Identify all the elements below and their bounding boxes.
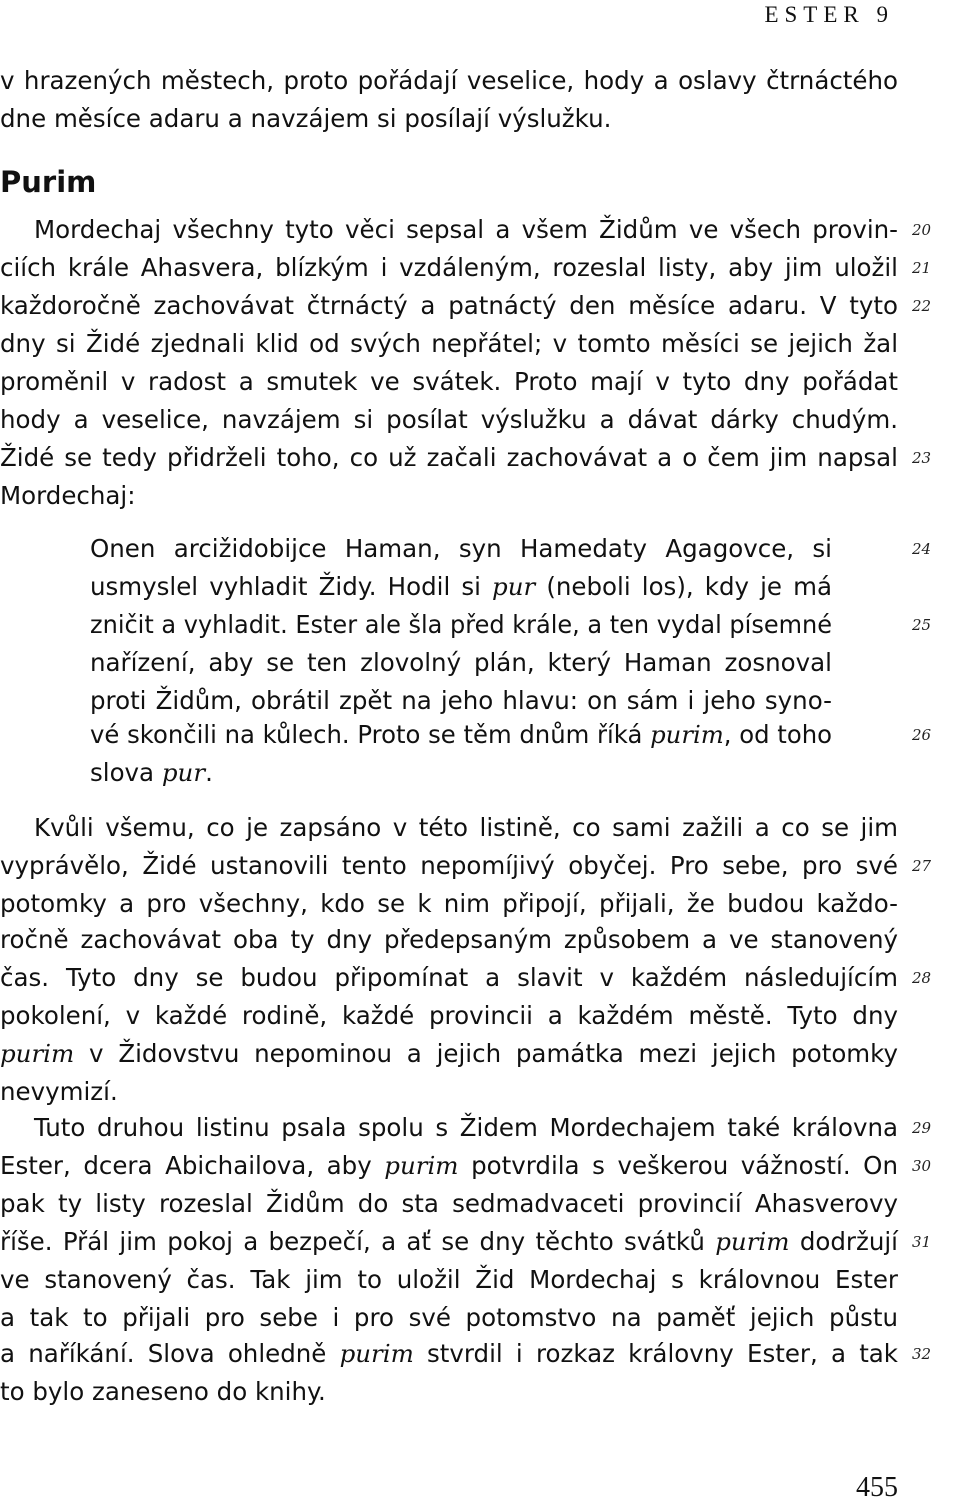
text-line: proměnil v radost a smutek ve svátek. Proto mají v tyto dny pořádat <box>0 367 898 396</box>
text-line: pak ty listy rozeslal Židům do sta sedmadvaceti provincií Ahasverovy <box>0 1189 898 1218</box>
text-line: a tak to přijali pro sebe i pro své potomstvo na paměť jejich půstu <box>0 1303 898 1332</box>
quote-line: vé skončili na kůlech. Proto se těm dnům říká purim, od toho <box>90 720 832 749</box>
text-line: Tuto druhou listinu psala spolu s Židem Mordechajem také královna <box>34 1113 898 1142</box>
quote-line: zničit a vyhladit. Ester ale šla před krále, a ten vydal písemné <box>90 610 832 639</box>
text-line: v hrazených městech, proto pořádají veselice, hody a oslavy čtrnáctého <box>0 66 898 95</box>
text-line: to bylo zaneseno do knihy. <box>0 1377 326 1406</box>
verse-number: 26 <box>912 726 932 744</box>
text-line: Mordechaj všechny tyto věci sepsal a všem Židům ve všech provin- <box>34 215 898 244</box>
verse-number: 22 <box>912 297 932 315</box>
text-line: pokolení, v každé rodině, každé provincii a každém městě. Tyto dny <box>0 1001 898 1030</box>
text-line: čas. Tyto dny se budou připomínat a slavit v každém následujícím <box>0 963 898 992</box>
text-line: Židé se tedy přidrželi toho, co už začali zachovávat a o čem jim napsal <box>0 443 898 472</box>
text-line: purim v Židovstvu nepominou a jejich památka mezi jejich potomky <box>0 1039 898 1068</box>
text-line: vyprávělo, Židé ustanovili tento nepomíjivý obyčej. Pro sebe, pro své <box>0 851 898 880</box>
italic-term: purim <box>715 1227 790 1256</box>
text-line: ciích krále Ahasvera, blízkým i vzdáleným, rozeslal listy, aby jim uložil <box>0 253 898 282</box>
italic-term: purim <box>650 720 724 749</box>
quote-line: Onen arcižidobijce Haman, syn Hamedaty Agagovce, si <box>90 534 832 563</box>
text-line: nevymizí. <box>0 1077 118 1106</box>
verse-number: 24 <box>912 540 932 558</box>
running-header: ESTER 9 <box>764 2 894 27</box>
verse-number: 30 <box>912 1157 932 1175</box>
text-line: ve stanovený čas. Tak jim to uložil Žid Mordechaj s královnou Ester <box>0 1265 898 1294</box>
text-line: hody a veselice, navzájem si posílat výslužku a dávat dárky chudým. <box>0 405 898 434</box>
verse-number: 23 <box>912 449 932 467</box>
italic-term: purim <box>0 1039 75 1068</box>
quote-line: slova pur. <box>90 758 213 787</box>
text-line: Kvůli všemu, co je zapsáno v této listině, co sami zažili a co se jim <box>34 813 898 842</box>
text-line: dne měsíce adaru a navzájem si posílají výslužku. <box>0 104 612 133</box>
verse-number: 28 <box>912 969 932 987</box>
verse-number: 20 <box>912 221 932 239</box>
italic-term: purim <box>384 1151 459 1180</box>
text-line: Ester, dcera Abichailova, aby purim potvrdila s veškerou vážností. On <box>0 1151 898 1180</box>
verse-number: 29 <box>912 1119 932 1137</box>
text-line: Mordechaj: <box>0 481 136 510</box>
text-line: říše. Přál jim pokoj a bezpečí, a ať se dny těchto svátků purim dodržují <box>0 1227 898 1256</box>
text-line: potomky a pro všechny, kdo se k nim připojí, přijali, že budou každo- <box>0 889 898 918</box>
quote-line: proti Židům, obrátil zpět na jeho hlavu: on sám i jeho syno- <box>90 686 832 715</box>
text-line: a naříkání. Slova ohledně purim stvrdil i rozkaz královny Ester, a tak <box>0 1339 898 1368</box>
text-line: každoročně zachovávat čtrnáctý a patnáctý den měsíce adaru. V tyto <box>0 291 898 320</box>
italic-term: pur <box>492 572 536 601</box>
verse-number: 21 <box>912 259 932 277</box>
page-number: 455 <box>856 1472 898 1503</box>
verse-number: 25 <box>912 616 932 634</box>
verse-number: 27 <box>912 857 932 875</box>
verse-number: 32 <box>912 1345 932 1363</box>
verse-number: 31 <box>912 1233 932 1251</box>
text-line: ročně zachovávat oba ty dny předepsaným způsobem a ve stanovený <box>0 925 898 954</box>
italic-term: pur <box>161 758 206 787</box>
quote-line: usmyslel vyhladit Židy. Hodil si pur (neboli los), kdy je má <box>90 572 832 601</box>
section-heading: Purim <box>0 165 97 199</box>
text-line: dny si Židé zjednali klid od svých nepřátel; v tomto měsíci se jejich žal <box>0 329 898 358</box>
italic-term: purim <box>339 1339 414 1368</box>
quote-line: nařízení, aby se ten zlovolný plán, který Haman zosnoval <box>90 648 832 677</box>
